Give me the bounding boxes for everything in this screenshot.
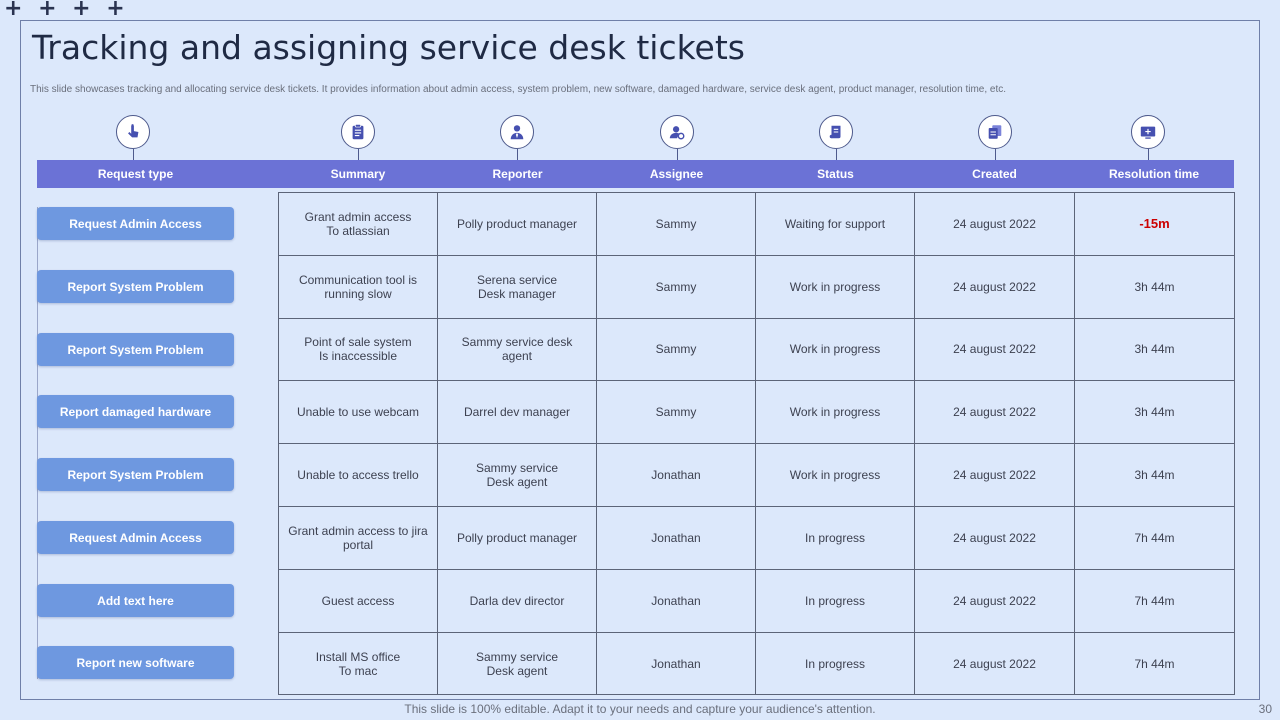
summary-cell: Grant admin access to jira portal: [279, 507, 438, 570]
reporter-cell: Darla dev director: [438, 570, 597, 633]
icon-connector: [517, 149, 518, 160]
hand-pointer-icon: [116, 115, 150, 149]
status-cell: Work in progress: [756, 444, 915, 507]
header-reporter: Reporter: [492, 167, 543, 181]
icon-connector: [358, 149, 359, 160]
created-cell: 24 august 2022: [915, 193, 1075, 256]
icon-connector: [133, 149, 134, 160]
assignee-cell: Jonathan: [597, 633, 756, 696]
icon-connector: [995, 149, 996, 160]
footer-note: This slide is 100% editable. Adapt it to your needs and capture your audience's attention.: [404, 702, 876, 716]
reporter-cell: Polly product manager: [438, 507, 597, 570]
screen-icon: [1131, 115, 1165, 149]
request-type-button[interactable]: Request Admin Access: [37, 207, 234, 240]
header-resolution-time: Resolution time: [1108, 167, 1199, 181]
status-cell: Work in progress: [756, 256, 915, 319]
created-cell: 24 august 2022: [915, 381, 1075, 444]
created-cell: 24 august 2022: [915, 444, 1075, 507]
assignee-cell: Jonathan: [597, 570, 756, 633]
created-cell: 24 august 2022: [915, 256, 1075, 319]
summary-cell: Grant admin access To atlassian: [279, 193, 438, 256]
status-cell: Waiting for support: [756, 193, 915, 256]
summary-cell: Unable to access trello: [279, 444, 438, 507]
resolution-time-cell: 7h 44m: [1075, 570, 1234, 633]
summary-cell: Install MS office To mac: [279, 633, 438, 696]
resolution-time-cell: 3h 44m: [1075, 319, 1234, 382]
status-cell: Work in progress: [756, 319, 915, 382]
icon-connector: [677, 149, 678, 160]
user-gear-icon: [660, 115, 694, 149]
reporter-cell: Sammy service desk agent: [438, 319, 597, 382]
resolution-time-cell: 7h 44m: [1134, 656, 1175, 671]
created-cell: 24 august 2022: [915, 507, 1075, 570]
assignee-cell: Sammy: [597, 381, 756, 444]
summary-cell: Point of sale system Is inaccessible: [279, 319, 438, 382]
resolution-time-cell: -15m: [1075, 193, 1234, 256]
page-number: 30: [1258, 702, 1272, 716]
created-cell: 24 august 2022: [915, 570, 1075, 633]
resolution-time-cell: 3h 44m: [1075, 444, 1234, 507]
request-type-button[interactable]: Report System Problem: [37, 270, 234, 303]
decorative-plus-marks: + + + +: [4, 0, 129, 21]
status-cell: In progress: [756, 507, 915, 570]
scroll-icon: [819, 115, 853, 149]
request-type-button[interactable]: Report new software: [37, 646, 234, 679]
clipboard-icon: [341, 115, 375, 149]
status-cell: Work in progress: [756, 381, 915, 444]
header-summary: Summary: [330, 167, 386, 181]
status-cell: In progress: [756, 633, 915, 696]
reporter-cell: Darrel dev manager: [438, 381, 597, 444]
reporter-cell: Sammy service Desk agent: [438, 444, 597, 507]
assignee-cell: Jonathan: [597, 444, 756, 507]
assignee-cell: Sammy: [597, 319, 756, 382]
table-header-bar: [37, 160, 1234, 188]
ticket-table: [278, 192, 1235, 695]
status-cell: In progress: [756, 570, 915, 633]
files-icon: [978, 115, 1012, 149]
assignee-cell: Sammy: [597, 193, 756, 256]
resolution-time-cell: 3h 44m: [1075, 256, 1234, 319]
header-request-type: Request type: [97, 167, 174, 181]
resolution-time-cell: 7h 44m: [1075, 507, 1234, 570]
assignee-cell: Sammy: [597, 256, 756, 319]
reporter-cell: Serena service Desk manager: [438, 256, 597, 319]
request-type-button[interactable]: Report damaged hardware: [37, 395, 234, 428]
assignee-cell: Jonathan: [597, 507, 756, 570]
icon-connector: [1148, 149, 1149, 160]
summary-cell: Unable to use webcam: [279, 381, 438, 444]
header-created: Created: [972, 167, 1017, 181]
reporter-cell: Sammy service Desk agent: [438, 633, 597, 696]
slide-title: Tracking and assigning service desk tickets: [32, 28, 745, 67]
header-status: Status: [817, 167, 854, 181]
slide-subtitle: This slide showcases tracking and allocating service desk tickets. It provides information about admin access, system problem, new software, damaged hardware, service desk agent, product manager, resolution time, etc.: [30, 84, 1007, 95]
user-tie-icon: [500, 115, 534, 149]
request-type-button[interactable]: Request Admin Access: [37, 521, 234, 554]
created-cell: 24 august 2022: [915, 319, 1075, 382]
icon-connector: [836, 149, 837, 160]
summary-cell: Communication tool is running slow: [279, 256, 438, 319]
request-type-button[interactable]: Report System Problem: [37, 333, 234, 366]
summary-cell: Guest access: [279, 570, 438, 633]
resolution-time-cell: 3h 44m: [1075, 381, 1234, 444]
request-type-button[interactable]: Add text here: [37, 584, 234, 617]
reporter-cell: Polly product manager: [438, 193, 597, 256]
request-type-button[interactable]: Report System Problem: [37, 458, 234, 491]
created-cell: 24 august 2022: [915, 633, 1075, 696]
header-assignee: Assignee: [649, 167, 704, 181]
